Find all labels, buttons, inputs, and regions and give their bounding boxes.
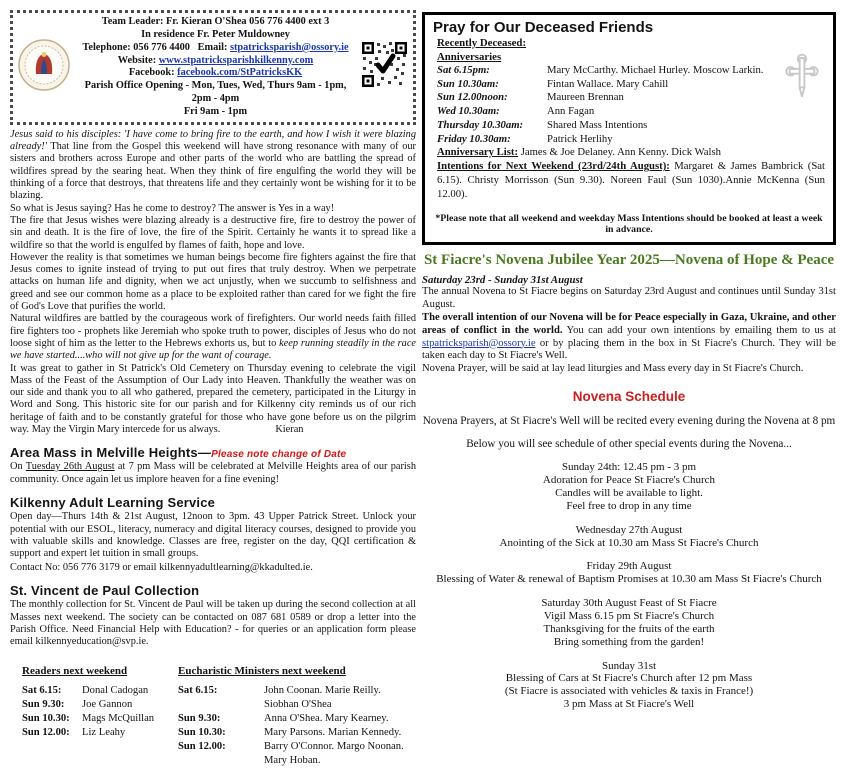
novena-paragraph: The annual Novena to St Fiacre begins on Saturday 23rd August and continues until Sunday 31st August. (422, 285, 836, 310)
facebook-line (76, 67, 355, 80)
reflection-paragraph: So what is Jesus saying? Has he come to destroy? The answer is Yes in a way! (10, 202, 335, 214)
right-column (422, 12, 836, 711)
deceased-title: Pray for Our Deceased Friends (433, 19, 654, 36)
website-label: Website: (117, 54, 157, 66)
reflection-paragraph: The fire that Jesus wishes were blazing already is a destructive fire, fire to destroy the power of sin and death. It is the fire of love, the fire of the Spirit. Certainly he wants it to spread like a wildfire so that the world is engulfed by flames of faith, hope and love. (10, 214, 416, 251)
ministers-heading: Eucharistic Ministers next weekend (178, 664, 346, 677)
schedule-event-sunday31: Sunday 31st Blessing of Cars at St Fiacre's Church after 12 pm Mass (St Fiacre is associated with vehicles & taxis in France!) 3 pm Mass at St Fiacre's Well (504, 659, 754, 711)
readers-heading: Readers next weekend (22, 664, 128, 677)
cross-icon (783, 51, 821, 108)
signature: Kieran (275, 424, 304, 435)
website-line (76, 55, 355, 68)
rosters (10, 665, 416, 768)
anniversary-row: Thursday 10.30am: Shared Mass Intentions (437, 118, 648, 131)
anniversary-row: Sun 12.00noon: Maureen Brennan (437, 91, 624, 104)
novena-email-link[interactable]: stpatricksparish@ossory.ie (422, 337, 536, 349)
team-leader-line: Team Leader: Fr. Kieran O'Shea 056 776 4400 ext 3 (101, 16, 330, 27)
recently-deceased-label: Recently Deceased: (437, 37, 527, 49)
intentions-line: Intentions for Next Weekend (23rd/24th August): Margaret & James Bambrick (Sat 6.15). Christy Morrisson (Sun 9.30). Noreen Faul (Sun 1030).Annie McKenna (Sun 12.00). (437, 160, 825, 200)
deceased-friends-box (422, 12, 836, 245)
left-column (10, 10, 416, 768)
svp-heading: St. Vincent de Paul Collection (10, 583, 200, 599)
date-change-note: Please note change of Date (211, 449, 347, 461)
schedule-intro: Below you will see schedule of other special events during the Novena... (466, 438, 792, 451)
area-mass-date: Tuesday 26th August (25, 461, 115, 473)
parish-crest-icon (18, 39, 70, 96)
roster-row: Sat 6.15: Donal Cadogan (22, 684, 149, 696)
readers-roster (22, 665, 174, 768)
anniversary-row: Wed 10.30am: Ann Fagan (437, 105, 595, 118)
anniversary-row: Friday 10.30am: Patrick Herlihy (437, 132, 613, 145)
facebook-label: Facebook: (128, 67, 175, 79)
svp-body: The monthly collection for St. Vincent de Paul will be taken up during the second collection at all Masses next weekend. The society can be contacted on 087 681 0589 or drop a letter into the Parish Office. Need Financial Help with Education? - for queries or an application form please email kilkennyeducation@svp.ie. (10, 599, 416, 648)
reflection-paragraph: However the reality is that sometimes we human beings become fire fighters against the fire that Jesus comes to ignite instead of trying to put out fires that truly destroy. When we perpetrate attacks on human life and dignity, when we act unjustly, when we succumb to selfishness and greed and see our common home as a place to be exploited rather than cared for we fight the fire of God's Love that purifies the world. (10, 251, 416, 313)
anniversary-row: Sat 6.15pm: Mary McCarthy. Michael Hurley. Moscow Larkin. (437, 64, 764, 77)
qr-code-icon (361, 41, 408, 93)
adult-learning-contact: Contact No: 056 776 3179 or email kilkennyadultlearning@kkadulted.ie. (10, 561, 313, 573)
novena-intention: The overall intention of our Novena will be for Peace especially in Gaza, Ukraine, and other areas of conflict in the world. (422, 311, 836, 336)
schedule-event-friday29: Friday 29th August Blessing of Water & renewal of Baptism Promises at 10.30 am Mass St Fiacre's Church (436, 560, 822, 586)
email-label: Email: (197, 41, 228, 53)
anniversary-list-line: Anniversary List: James & Joe Delaney. Ann Kenny. Dick Walsh (437, 146, 721, 159)
telephone-number: Telephone: 056 776 4400 (82, 41, 190, 53)
facebook-link[interactable]: facebook.com/StPatricksKK (177, 67, 303, 79)
roster-row: Sun 10.30: Mary Parsons. Marian Kennedy. (178, 726, 402, 738)
schedule-intro: Novena Prayers, at St Fiacre's Well will be recited every evening during the Novena at 8 pm (422, 415, 836, 428)
roster-row: Sun 12.00: Liz Leahy (22, 726, 126, 738)
reflection-paragraph: Natural wildfires are battled by the courageous work of firefighters. Our world needs faith filled fire fighters too - prophets like Jeremiah who spoke truth to power, disciples of Jesus who do not loose sight of him as the letter to the Hebrews exhorts us, but to keep running steadily in the race we have started....who will not give up for the want of courage. (10, 313, 416, 362)
email-link[interactable]: stpatricksparish@ossory.ie (229, 41, 349, 53)
booking-note: *Please note that all weekend and weekday Mass Intentions should be booked at least a week in advance. (435, 212, 823, 235)
roster-row: Sun 12.00: Barry O'Connor. Margo Noonan. Mary Hoban. (178, 740, 404, 766)
website-link[interactable]: www.stpatricksparishkilkenny.com (158, 54, 314, 66)
gospel-quote: Jesus said to his disciples: 'I have come to bring fire to the earth, and how I wish it were blazing already!' (10, 128, 416, 153)
ministers-roster (178, 665, 416, 768)
residence-line: In residence Fr. Peter Muldowney (141, 28, 290, 40)
schedule-event-sunday24: Sunday 24th: 12.45 pm - 3 pm Adoration for Peace St Fiacre's Church Candles will be available to light. Feel free to drop in any time (542, 461, 716, 512)
schedule-event-wednesday27: Wednesday 27th August Anointing of the Sick at 10.30 am Mass St Fiacre's Church (499, 523, 759, 549)
reflection-paragraph: Jesus said to his disciples: 'I have come to bring fire to the earth, and how I wish it were blazing already!' That line from the Gospel this weekend will have strong resonance with many of our sisters and brothers across Europe and other parts of the world who are battling the spread of wildfires spread by the searing heat. When they think of fire engulfing the world they will be thinking of a force that destroys, that threatens life and they certainly wont be wishing for it to be blazing. (10, 128, 416, 202)
roster-row: Sun 9.30: Anna O'Shea. Mary Kearney. (178, 712, 389, 724)
anniversaries-label: Anniversaries (437, 51, 502, 64)
novena-paragraph: The overall intention of our Novena will be for Peace especially in Gaza, Ukraine, and other areas of conflict in the world. You can add your own intentions by emailing them to us at stpatricksparish@ossory.ie or by placing them in the box in St Fiacre's Church. They will be taken each day to St Fiacre's Well. (422, 311, 837, 362)
hebrews-quote: keep running steadily in the race we have started....who will not give up for the want of courage. (10, 337, 416, 362)
roster-row: Sun 9.30: Joe Gannon (22, 698, 133, 710)
pastor-reflection (10, 129, 416, 436)
novena-paragraph: Novena Prayer, will be said at lay lead liturgies and Mass every day in St Fiacre's Church. (422, 363, 804, 375)
roster-row: Sat 6.15: John Coonan. Marie Reilly. Siobhan O'Shea (178, 684, 381, 710)
area-mass-body: On Tuesday 26th August at 7 pm Mass will be celebrated at Melville Heights area of our parish community. Once again let us implore heaven for a fine evening! (10, 461, 416, 485)
novena-title: St Fiacre's Novena Jubilee Year 2025—Novena of Hope & Peace (423, 251, 835, 268)
schedule-event-saturday30: Saturday 30th August Feast of St Fiacre Vigil Mass 6.15 pm St Fiacre's Church Thanksgiving for the fruits of the earth Bring something from the garden! (541, 597, 717, 648)
novena-schedule-heading: Novena Schedule (572, 389, 686, 405)
adult-learning-heading: Kilkenny Adult Learning Service (10, 495, 216, 511)
novena-dates: Saturday 23rd - Sunday 31st August (422, 273, 583, 286)
anniversary-row: Sun 10.30am: Fintan Wallace. Mary Cahill (437, 77, 669, 90)
office-hours-line1: Parish Office Opening - Mon, Tues, Wed, Thurs 9am - 1pm, 2pm - 4pm (84, 80, 347, 105)
parish-header-box (10, 10, 416, 125)
reflection-paragraph: It was great to gather in St Patrick's Old Cemetery on Thursday evening to celebrate the vigil Mass of the Feast of the Assumption of Our Lady into Heaven. Thankfully the weather was on our side and thank you to all who gathered, prepared the cemetery, participated in the Liturgy in Word and Song. This historic site for our parish and for Kilkenny city reminds us of our rich heritage of faith and to be constantly grateful for those who have gone before us on the pilgrim way. May the Virgin Mary intercede for us always. Kieran (10, 362, 416, 435)
adult-learning-body: Open day—Thurs 14th & 21st August, 12noon to 3pm. 43 Upper Patrick Street. Unlock your potential with our ESOL, literacy, numeracy and digital literacy courses, designed to provide you with valuable skills and knowledge. Classes are free, register on the day, QQI certification & support and expert let tuition in small groups. (10, 511, 416, 560)
telephone-line (76, 42, 355, 55)
parish-contact-info (76, 16, 355, 119)
office-hours-line2: Fri 9am - 1pm (183, 106, 248, 118)
roster-row: Sun 10.30: Mags McQuillan (22, 712, 155, 724)
area-mass-heading: Area Mass in Melville Heights—Please note change of Date (10, 445, 347, 461)
